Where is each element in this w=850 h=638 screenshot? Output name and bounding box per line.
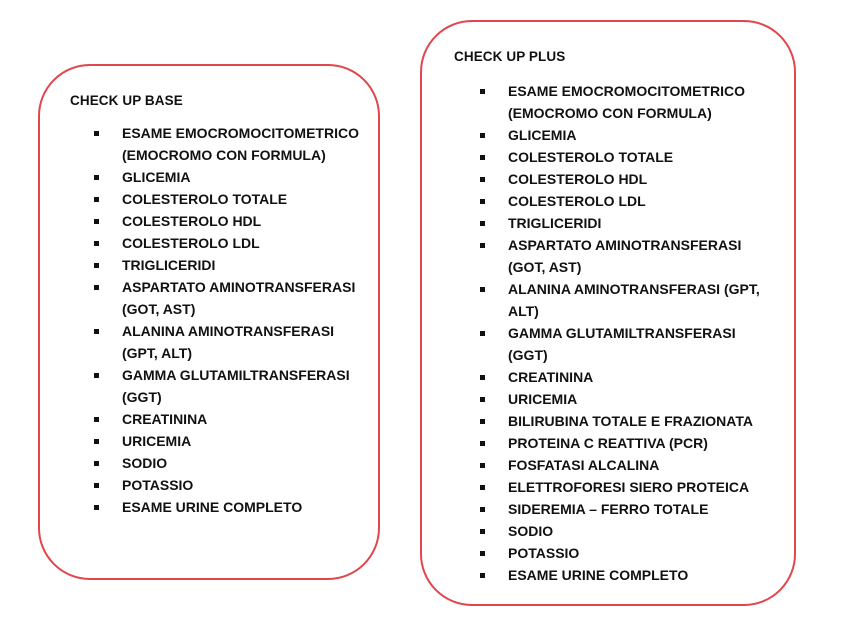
list-item: [94, 188, 364, 210]
list-item: [480, 432, 770, 454]
list-item: [94, 254, 364, 276]
bullet-icon: [94, 417, 99, 422]
list-item: [480, 388, 770, 410]
list-item: [480, 322, 770, 366]
list-item: [480, 278, 770, 322]
bullet-icon: [480, 441, 485, 446]
list-item: [480, 190, 770, 212]
bullet-icon: [94, 439, 99, 444]
list-item-label: ASPARTATO AMINOTRANSFERASI (GOT, AST): [122, 279, 356, 317]
bullet-icon: [94, 131, 99, 136]
bullet-icon: [480, 89, 485, 94]
check-up-plus-panel: [420, 20, 796, 606]
bullet-icon: [480, 199, 485, 204]
bullet-icon: [480, 573, 485, 578]
list-item-label: COLESTEROLO LDL: [122, 235, 260, 251]
list-item: [94, 474, 364, 496]
list-item-label: GAMMA GLUTAMILTRANSFERASI (GGT): [508, 325, 736, 363]
list-item: [94, 364, 364, 408]
bullet-icon: [94, 505, 99, 510]
list-item-label: SODIO: [508, 523, 554, 539]
list-item: [480, 146, 770, 168]
list-item: [94, 210, 364, 232]
list-item: [480, 564, 770, 586]
bullet-icon: [94, 197, 99, 202]
bullet-icon: [480, 463, 485, 468]
bullet-icon: [480, 507, 485, 512]
list-item-label: ASPARTATO AMINOTRANSFERASI (GOT, AST): [508, 237, 742, 275]
list-item-label: ELETTROFORESI SIERO PROTEICA: [508, 479, 750, 495]
list-item: [480, 212, 770, 234]
check-up-base-panel: [38, 64, 380, 580]
bullet-icon: [480, 177, 485, 182]
list-item: [480, 498, 770, 520]
bullet-icon: [480, 529, 485, 534]
check-up-plus-list: [480, 80, 770, 586]
bullet-icon: [94, 175, 99, 180]
list-item: [94, 232, 364, 254]
bullet-icon: [94, 241, 99, 246]
bullet-icon: [94, 483, 99, 488]
list-item: [480, 542, 770, 564]
bullet-icon: [94, 219, 99, 224]
list-item-label: CREATININA: [508, 369, 594, 385]
bullet-icon: [94, 263, 99, 268]
bullet-icon: [480, 485, 485, 490]
list-item-label: CREATININA: [122, 411, 208, 427]
list-item-label: ESAME URINE COMPLETO: [508, 567, 689, 583]
list-item-label: COLESTEROLO TOTALE: [508, 149, 674, 165]
bullet-icon: [480, 331, 485, 336]
list-item: [480, 476, 770, 498]
list-item-label: ALANINA AMINOTRANSFERASI (GPT, ALT): [508, 281, 760, 319]
list-item: [94, 276, 364, 320]
bullet-icon: [480, 375, 485, 380]
list-item: [94, 496, 364, 518]
bullet-icon: [480, 551, 485, 556]
list-item-label: GLICEMIA: [508, 127, 577, 143]
check-up-base-list: [94, 122, 364, 518]
list-item-label: FOSFATASI ALCALINA: [508, 457, 660, 473]
bullet-icon: [480, 243, 485, 248]
list-item: [480, 124, 770, 146]
list-item: [480, 366, 770, 388]
list-item: [94, 430, 364, 452]
list-item-label: SIDEREMIA – FERRO TOTALE: [508, 501, 709, 517]
list-item: [94, 122, 364, 166]
bullet-icon: [480, 397, 485, 402]
list-item-label: BILIRUBINA TOTALE E FRAZIONATA: [508, 413, 753, 429]
list-item-label: GAMMA GLUTAMILTRANSFERASI (GGT): [122, 367, 350, 405]
list-item-label: TRIGLICERIDI: [122, 257, 216, 273]
list-item: [94, 408, 364, 430]
bullet-icon: [94, 461, 99, 466]
list-item-label: SODIO: [122, 455, 168, 471]
list-item-label: ALANINA AMINOTRANSFERASI (GPT, ALT): [122, 323, 335, 361]
list-item-label: ESAME EMOCROMOCITOMETRICO (EMOCROMO CON FORMULA): [122, 125, 359, 163]
bullet-icon: [94, 329, 99, 334]
check-up-plus-title: CHECK UP PLUS: [454, 49, 566, 64]
list-item-label: COLESTEROLO HDL: [508, 171, 648, 187]
list-item: [480, 410, 770, 432]
list-item-label: COLESTEROLO LDL: [508, 193, 646, 209]
bullet-icon: [480, 155, 485, 160]
list-item-label: TRIGLICERIDI: [508, 215, 602, 231]
list-item: [94, 452, 364, 474]
list-item-label: ESAME URINE COMPLETO: [122, 499, 303, 515]
list-item-label: URICEMIA: [122, 433, 192, 449]
list-item-label: POTASSIO: [508, 545, 580, 561]
bullet-icon: [480, 133, 485, 138]
list-item: [480, 168, 770, 190]
bullet-icon: [94, 285, 99, 290]
list-item-label: PROTEINA C REATTIVA (PCR): [508, 435, 708, 451]
list-item: [94, 320, 364, 364]
bullet-icon: [480, 419, 485, 424]
list-item-label: COLESTEROLO HDL: [122, 213, 262, 229]
list-item-label: COLESTEROLO TOTALE: [122, 191, 288, 207]
list-item-label: POTASSIO: [122, 477, 194, 493]
list-item: [480, 454, 770, 476]
bullet-icon: [94, 373, 99, 378]
list-item: [94, 166, 364, 188]
list-item-label: ESAME EMOCROMOCITOMETRICO (EMOCROMO CON FORMULA): [508, 83, 745, 121]
list-item: [480, 520, 770, 542]
bullet-icon: [480, 221, 485, 226]
bullet-icon: [480, 287, 485, 292]
list-item-label: URICEMIA: [508, 391, 578, 407]
list-item: [480, 234, 770, 278]
check-up-base-title: CHECK UP BASE: [70, 93, 183, 108]
list-item-label: GLICEMIA: [122, 169, 191, 185]
list-item: [480, 80, 770, 124]
